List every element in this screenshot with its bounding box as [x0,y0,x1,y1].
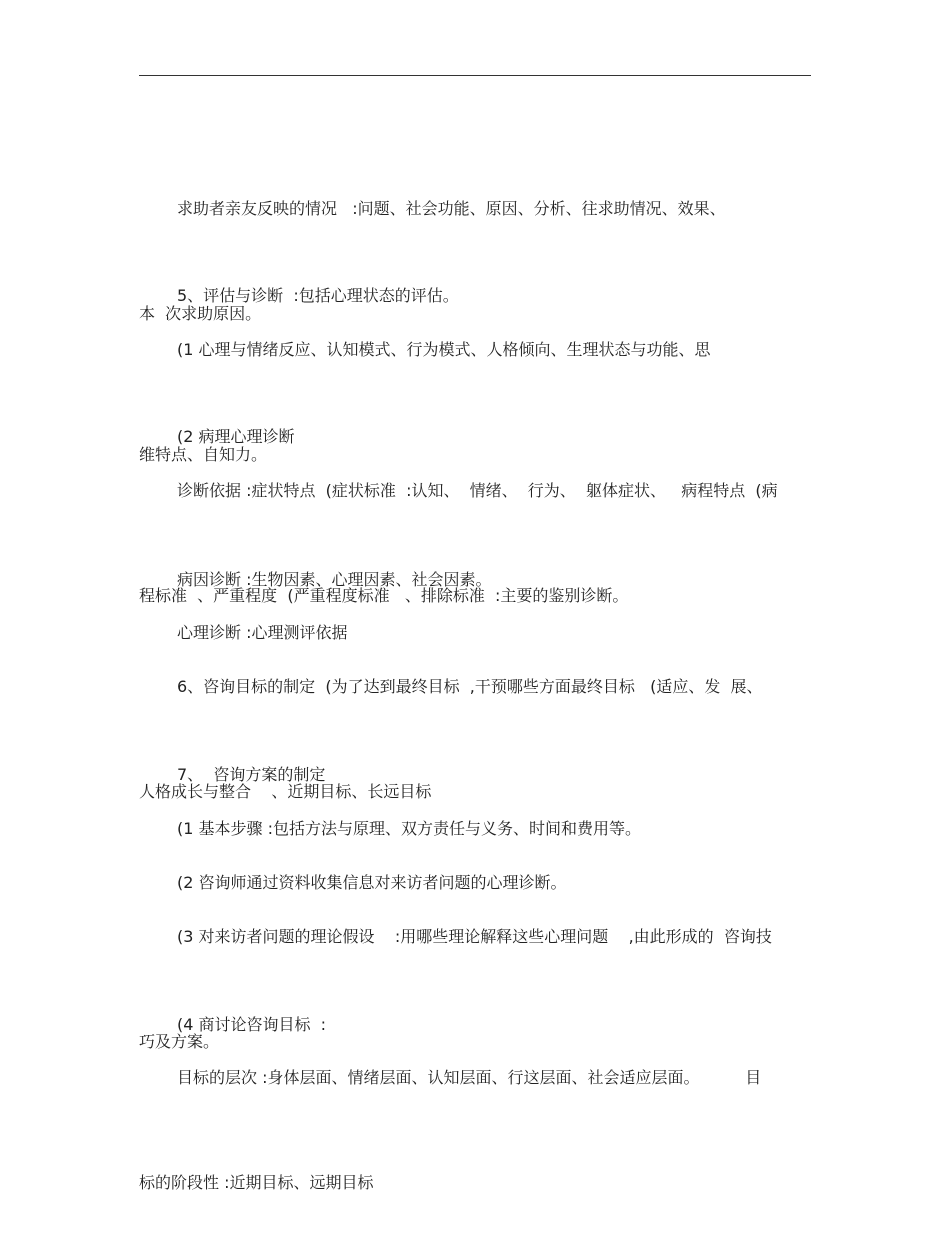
paragraph-step-2: (2 咨询师通过资料收集信息对来访者问题的心理诊断。 [177,873,567,892]
paragraph-cause-diagnosis: 病因诊断 :生物因素、心理因素、社会因素。 [177,570,492,589]
paragraph-section-5: 5、评估与诊断 :包括心理状态的评估。 [177,286,459,305]
paragraph-step-4: (4 商讨论咨询目标 : [177,1015,327,1034]
paragraph-relatives-report: 求助者亲友反映的情况 :问题、社会功能、原因、分析、往求助情况、效果、 本 次求助原因。 [139,199,726,323]
paragraph-item-2: (2 病理心理诊断 [177,427,295,446]
paragraph-psych-diagnosis: 心理诊断 :心理测评依据 [177,623,348,642]
paragraph-section-7: 7、 咨询方案的制定 [177,765,326,784]
paragraph-item-1: (1 心理与情绪反应、认知模式、行为模式、人格倾向、生理状态与功能、思 维特点、自知力。 [139,340,711,464]
paragraph-section-6: 6、咨询目标的制定 (为了达到最终目标 ,干预哪些方面最终目标 (适应、发 展、 人格成长与整合 、近期目标、长远目标 [139,677,763,801]
paragraph-diagnosis-basis: 诊断依据 :症状特点 (症状标准 :认知、 情绪、 行为、 躯体症状、 病程特点 (病 程标准 、严重程度 (严重程度标准 、排除标准 :主要的鉴别诊断。 [139,481,778,605]
paragraph-step-1: (1 基本步骤 :包括方法与原理、双方责任与义务、时间和费用等。 [177,819,641,838]
paragraph-goal-levels: 目标的层次 :身体层面、情绪层面、认知层面、行这层面、社会适应层面。 目 标的阶段性 :近期目标、远期目标 [139,1068,762,1192]
paragraph-step-3: (3 对来访者问题的理论假设 :用哪些理论解释这些心理问题 ,由此形成的 咨询技 巧及方案。 [139,927,772,1051]
header-rule [139,75,811,76]
